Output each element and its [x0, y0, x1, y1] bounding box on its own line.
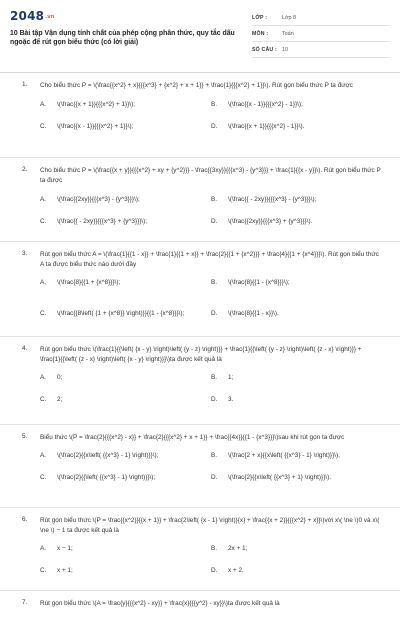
option-d[interactable] — [211, 217, 382, 239]
question-item — [0, 74, 400, 158]
options-group — [0, 373, 382, 417]
option-text: \(\frac{2}{{x\left( {{x^3} + 1} \right)}}\). — [228, 474, 332, 481]
option-b[interactable] — [211, 278, 382, 302]
question-number: 2. — [22, 166, 28, 173]
options-group — [0, 195, 382, 239]
option-b[interactable] — [211, 544, 382, 566]
option-letter: B. — [211, 374, 218, 381]
option-text: x − 1; — [57, 545, 73, 552]
option-text: \(\frac{{ - 2xy}}{{{x^3} + {y^3}}}\); — [57, 218, 148, 225]
option-letter: D. — [211, 123, 218, 130]
option-text: \(\frac{{8\left( {1 + {x^8}} \right)}}{{1 - {x^8}}}\); — [57, 310, 185, 317]
option-c[interactable] — [40, 395, 211, 417]
option-c[interactable] — [40, 473, 211, 495]
option-d[interactable] — [211, 566, 382, 588]
question-item — [0, 158, 400, 242]
option-letter: D. — [211, 310, 218, 317]
option-letter: C. — [40, 396, 47, 403]
option-text: \(\frac{8}{{1 - {x^8}}}\); — [228, 279, 290, 286]
option-letter: C. — [40, 474, 47, 481]
site-logo[interactable] — [10, 9, 55, 23]
option-a[interactable] — [40, 544, 211, 566]
question-number: 6. — [22, 516, 28, 523]
option-text: \(\frac{8}{{1 + {x^8}}}\); — [57, 279, 121, 286]
option-letter: B. — [211, 545, 218, 552]
option-letter: B. — [211, 196, 218, 203]
option-text: x + 2. — [228, 567, 244, 574]
option-b[interactable] — [211, 451, 382, 473]
document-header — [0, 0, 400, 73]
question-number: 1. — [22, 81, 28, 88]
option-text: \(\frac{{x + 1}}{{{x^2} - 1}}\). — [228, 123, 305, 130]
option-text: \(\frac{2}{{\left( {{x^3} - 1} \right)}}\); — [57, 474, 156, 481]
options-group — [0, 100, 382, 144]
option-text: 3. — [228, 396, 234, 403]
option-text: \(\frac{{x - 1}}{{{x^2} - 1}}\); — [228, 101, 303, 108]
option-letter: A. — [40, 101, 47, 108]
meta-row-grade — [252, 10, 390, 26]
meta-label: LỚP : — [252, 14, 268, 21]
option-a[interactable] — [40, 373, 211, 395]
options-group — [0, 451, 382, 495]
option-text: 2x + 1; — [228, 545, 248, 552]
options-group — [0, 278, 382, 326]
question-text: Biểu thức \(P = \frac{2}{{{x^2} - x}} + \frac{2}{{{x^2} + x + 1}} + \frac{{4x}}{{1 - {x^3}}}\)sau khi rút gọn ta được — [40, 434, 345, 441]
meta-label: MÔN : — [252, 30, 269, 37]
logo-text: 2048 — [10, 9, 45, 23]
logo-suffix: .vn — [45, 13, 55, 20]
option-text: \(\frac{2 + x}{{x\left( {{x^3} - 1} \right)}}\); — [228, 452, 340, 459]
option-letter: A. — [40, 545, 47, 552]
question-text: Cho biểu thức P = \(\frac{{x + y}}{{{x^2} + xy + {y^2}}} - \frac{{3xy}}{{{x^3} - {y^3}}} + \frac{1}{{x - y}}\). Rút gọn biểu thức P ta được — [40, 167, 381, 184]
meta-table — [252, 10, 390, 58]
meta-value: Lớp 8 — [282, 14, 297, 21]
options-group — [0, 544, 382, 588]
option-c[interactable] — [40, 122, 211, 144]
option-d[interactable] — [211, 473, 382, 495]
option-b[interactable] — [211, 373, 382, 395]
option-b[interactable] — [211, 195, 382, 217]
option-letter: D. — [211, 396, 218, 403]
question-text: Rút gọn biểu thức \(\frac{1}{{\left( {x - y} \right)\left( {y - z} \right)}} + \frac{1}{{\left( {y - z} \right)\left( {z - x} \right)}} + \frac{1}{{\left( {z - x} \right)\left( {x - y} \right)}}\)ta được kết quả là — [40, 346, 362, 363]
option-c[interactable] — [40, 217, 211, 239]
question-item — [0, 425, 400, 508]
option-b[interactable] — [211, 100, 382, 122]
option-text: 2; — [57, 396, 63, 403]
option-text: \(\frac{2}{{x\left( {{x^3} - 1} \right)}}\); — [57, 452, 159, 459]
meta-label: SỐ CÂU : — [252, 46, 277, 53]
option-a[interactable] — [40, 278, 211, 302]
option-letter: C. — [40, 567, 47, 574]
option-text: \(\frac{{2xy}}{{{x^3} + {y^3}}}\). — [228, 218, 313, 225]
option-a[interactable] — [40, 100, 211, 122]
option-letter: A. — [40, 374, 47, 381]
option-letter: A. — [40, 452, 47, 459]
option-letter: B. — [211, 279, 218, 286]
meta-value: 10 — [282, 46, 288, 53]
option-letter: A. — [40, 196, 47, 203]
question-text: Cho biểu thức P = \(\frac{{x^2} + x}{{{x^3} + {x^2} + x + 1}} + \frac{1}{{{x^2} + 1}}\). Rút gọn biểu thức P ta được — [40, 82, 353, 89]
option-d[interactable] — [211, 395, 382, 417]
option-text: \(\frac{{2xy}}{{{x^3} - {y^3}}}\); — [57, 196, 140, 203]
question-item — [0, 508, 400, 591]
option-d[interactable] — [211, 302, 382, 326]
question-item — [0, 337, 400, 425]
question-number: 7. — [22, 599, 28, 606]
meta-value: Toán — [282, 30, 294, 37]
question-number: 3. — [22, 250, 28, 257]
option-c[interactable] — [40, 302, 211, 326]
question-list — [0, 74, 400, 619]
question-item — [0, 591, 400, 619]
question-text: Rút gọn biểu thức A = \(\frac{1}{{1 - x}} + \frac{1}{{1 + x}} + \frac{2}{{1 + {x^2}}} + \frac{4}{{1 + {x^4}}}\). Rút gọn biểu thức A ta được biểu thức nào dưới đây — [40, 251, 379, 268]
question-text: Rút gọn biểu thức \(P = \frac{{x^2}}{{x + 1}} + \frac{2\left( {x - 1} \right)}{x} + \frac{{x + 2}}{{{x^2} + x}}\)với x\( \ne \)0 và x\( \ne \) − 1 ta được kết quả là — [40, 517, 380, 534]
option-letter: B. — [211, 101, 218, 108]
option-text: x + 1; — [57, 567, 73, 574]
option-text: \(\frac{{ - 2xy}}{{{x^3} - {y^3}}}\); — [228, 196, 317, 203]
option-text: 0; — [57, 374, 63, 381]
option-a[interactable] — [40, 451, 211, 473]
document-title: 10 Bài tập Vận dụng tính chất của phép cộng phân thức, quy tắc dấu ngoặc để rút gọn biểu thức (có lời giải) — [10, 30, 235, 46]
option-letter: D. — [211, 474, 218, 481]
option-letter: C. — [40, 123, 47, 130]
option-c[interactable] — [40, 566, 211, 588]
option-text: \(\frac{{x + 1}}{{{x^2} + 1}}\); — [57, 101, 135, 108]
option-text: 1; — [228, 374, 234, 381]
meta-row-count — [252, 42, 390, 58]
option-text: \(\frac{8}{{1 - x}}\). — [228, 310, 279, 317]
option-letter: C. — [40, 218, 47, 225]
question-item — [0, 242, 400, 337]
option-letter: D. — [211, 567, 218, 574]
question-text: Rút gọn biểu thức \(A = \frac{y}{{{x^2} - xy}} + \frac{x}{{{y^2} - xy}}\)ta được kết quả là — [40, 600, 280, 607]
question-number: 4. — [22, 345, 28, 352]
question-number: 5. — [22, 433, 28, 440]
option-letter: C. — [40, 310, 47, 317]
option-text: \(\frac{{x - 1}}{{{x^2} + 1}}\); — [57, 123, 134, 130]
option-d[interactable] — [211, 122, 382, 144]
option-letter: B. — [211, 452, 218, 459]
option-a[interactable] — [40, 195, 211, 217]
option-letter: D. — [211, 218, 218, 225]
option-letter: A. — [40, 279, 47, 286]
meta-row-subject — [252, 26, 390, 42]
